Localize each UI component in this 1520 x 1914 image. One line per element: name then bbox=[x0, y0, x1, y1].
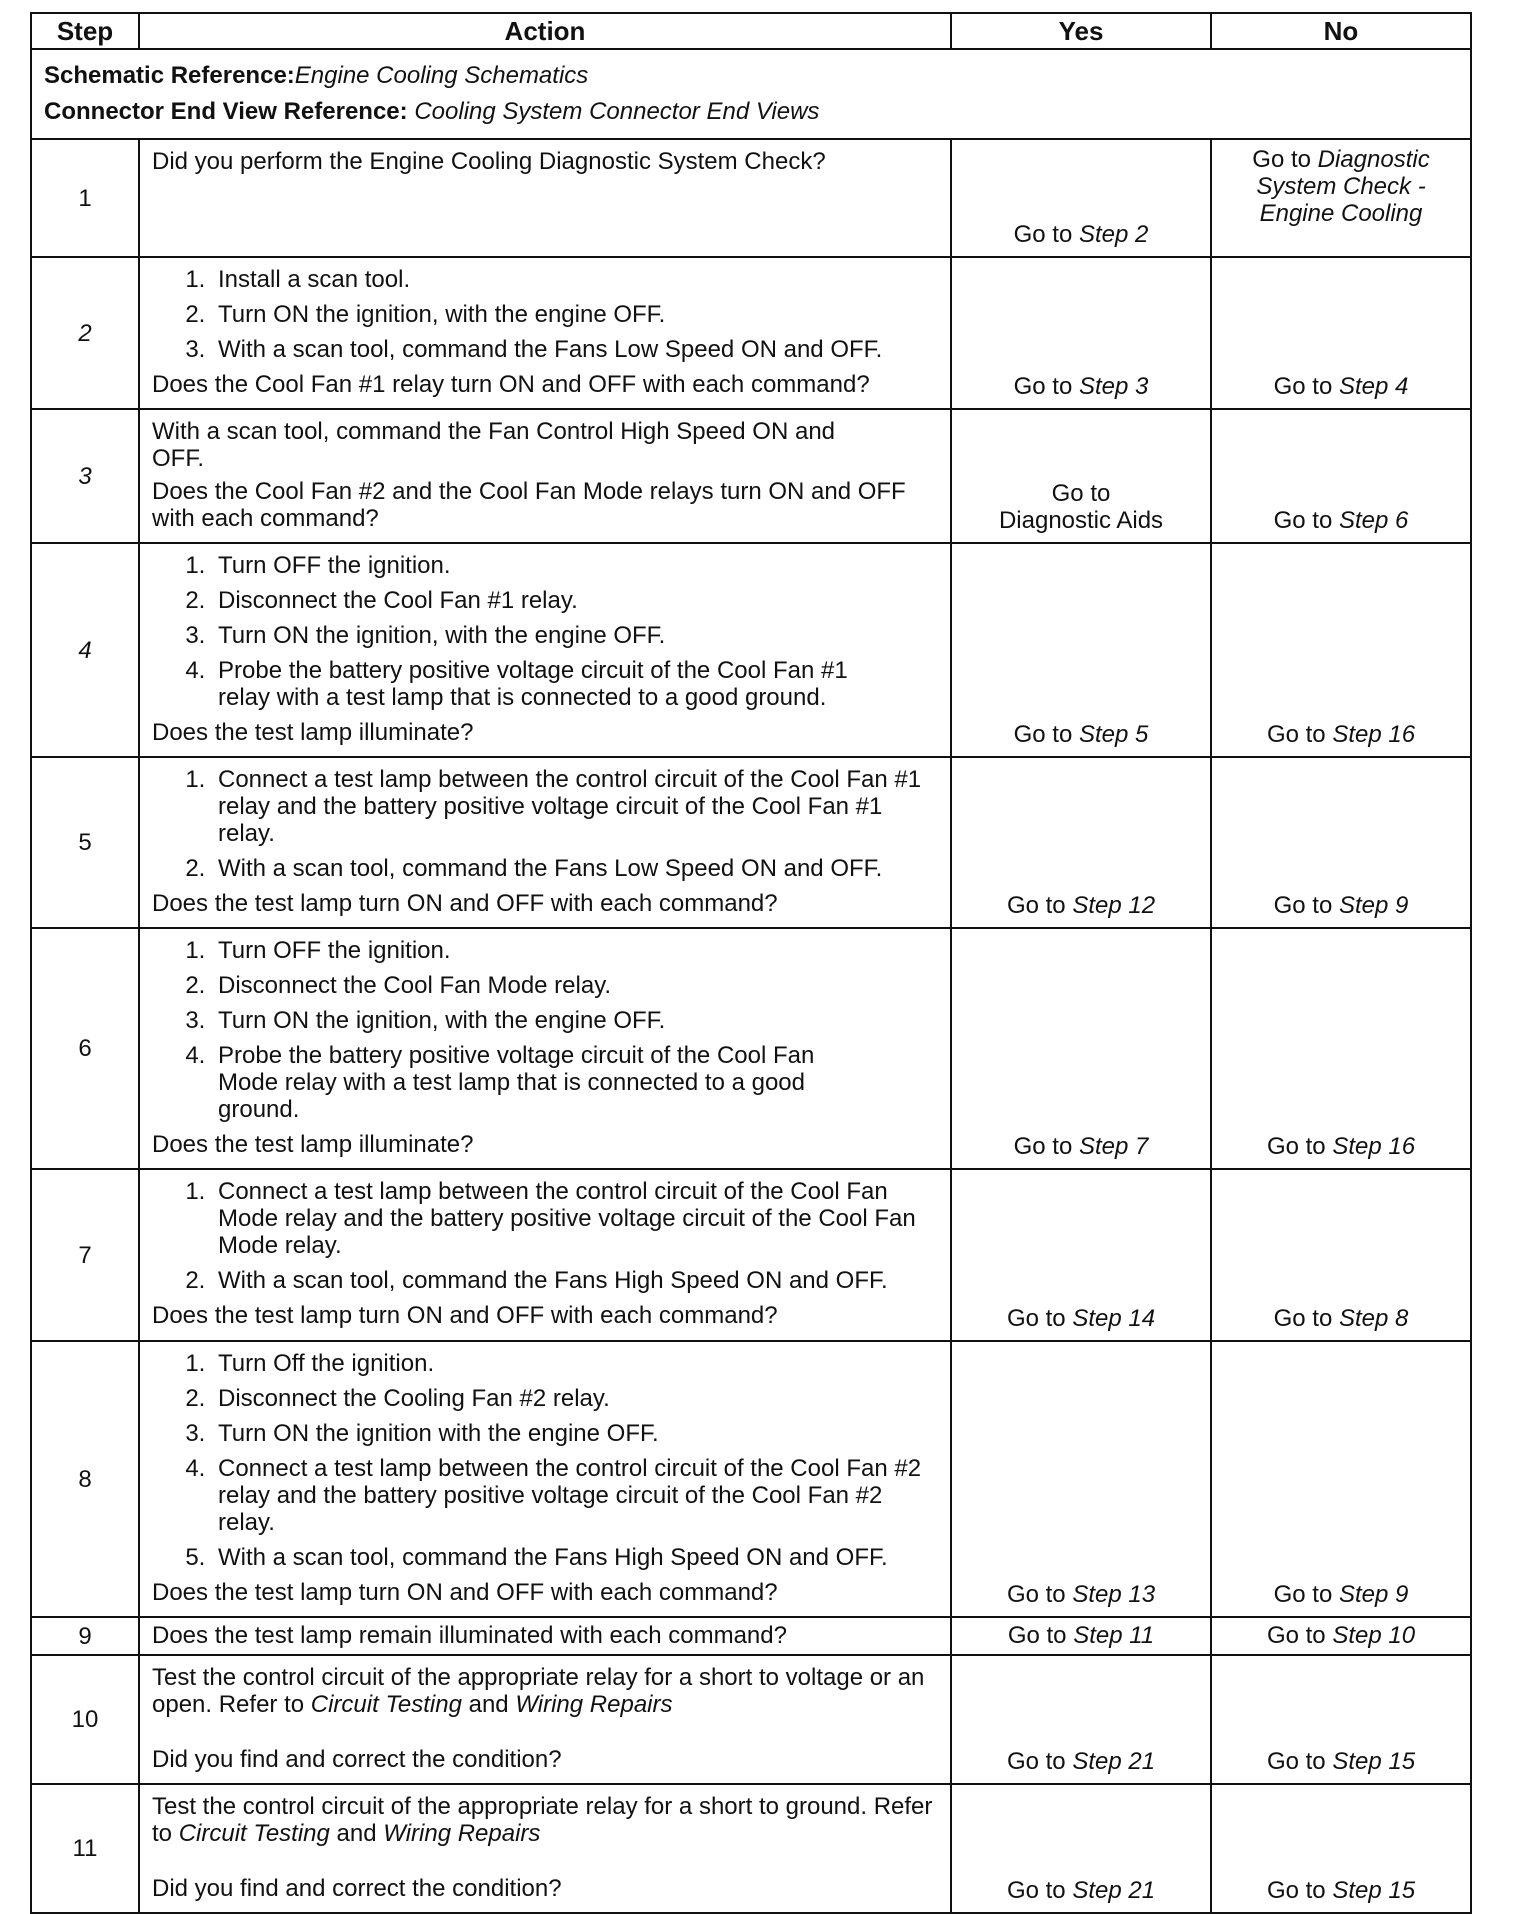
step-row bbox=[31, 757, 1471, 928]
go-to-text: Go to bbox=[1013, 721, 1073, 748]
action-item: 4. Probe the battery positive voltage circuit of the Cool Fan Mode relay with a test lamp that is connected to a good ground. bbox=[212, 1042, 940, 1123]
action-item: 1. Turn OFF the ignition. bbox=[212, 937, 940, 964]
action-item: 1. Connect a test lamp between the control circuit of the Cool Fan Mode relay and the battery positive voltage circuit of the Cool Fan Mode relay. bbox=[212, 1178, 940, 1259]
step-number: 5 bbox=[31, 757, 139, 928]
yes-answer bbox=[952, 1133, 1210, 1160]
action-cell bbox=[139, 1341, 951, 1617]
no-cell bbox=[1211, 1169, 1471, 1341]
step-row bbox=[31, 1655, 1471, 1784]
go-to-text: Go to bbox=[1273, 1581, 1333, 1608]
yes-step: Step 2 bbox=[1078, 221, 1149, 248]
schematic-value: Engine Cooling Schematics bbox=[294, 62, 589, 89]
step-number: 8 bbox=[31, 1341, 139, 1617]
yes-cell bbox=[951, 757, 1211, 928]
action-text: Did you perform the Engine Cooling Diagnostic System Check? bbox=[139, 139, 951, 257]
yes-cell bbox=[951, 928, 1211, 1169]
no-cell bbox=[1211, 1617, 1471, 1655]
header-step: Step bbox=[31, 13, 139, 49]
go-to-text: Go to bbox=[1013, 373, 1073, 400]
go-to-text: Go to bbox=[1273, 507, 1333, 534]
connector-label: Connector End View Reference: bbox=[44, 98, 408, 125]
ref-circuit-testing: Circuit Testing bbox=[310, 1691, 462, 1718]
action-question: Does the test lamp illuminate? bbox=[152, 719, 474, 746]
no-cell bbox=[1211, 757, 1471, 928]
no-cell bbox=[1211, 139, 1471, 257]
action-cell bbox=[139, 409, 951, 543]
no-step: Step 4 bbox=[1338, 373, 1409, 400]
header-yes: Yes bbox=[951, 13, 1211, 49]
yes-step: Step 13 bbox=[1072, 1581, 1156, 1608]
no-step: Step 15 bbox=[1332, 1877, 1416, 1904]
step-row bbox=[31, 1617, 1471, 1655]
step-row bbox=[31, 1341, 1471, 1617]
action-text bbox=[152, 1793, 940, 1847]
header-no: No bbox=[1211, 13, 1471, 49]
action-item: 3. Turn ON the ignition with the engine OFF. bbox=[212, 1420, 940, 1447]
yes-answer bbox=[952, 1877, 1210, 1904]
action-text-body: Test the control circuit of the appropriate relay for a short to ground. Refer to bbox=[152, 1793, 933, 1847]
no-step: Step 10 bbox=[1332, 1622, 1416, 1649]
action-cell bbox=[139, 757, 951, 928]
step-row bbox=[31, 1169, 1471, 1341]
no-step: Step 15 bbox=[1332, 1748, 1416, 1775]
yes-cell bbox=[951, 1784, 1211, 1913]
go-to-text: Go to bbox=[1006, 1305, 1066, 1332]
yes-target: Diagnostic Aids bbox=[998, 507, 1164, 534]
yes-answer bbox=[952, 892, 1210, 919]
yes-step: Step 11 bbox=[1073, 1622, 1155, 1649]
yes-step: Step 21 bbox=[1072, 1877, 1156, 1904]
action-item: 4. Probe the battery positive voltage circuit of the Cool Fan #1 relay with a test lamp that is connected to a good ground. bbox=[212, 657, 940, 711]
no-answer bbox=[1212, 1622, 1470, 1649]
go-to-text: Go to bbox=[1273, 892, 1333, 919]
step-row bbox=[31, 543, 1471, 757]
yes-answer bbox=[952, 721, 1210, 748]
yes-cell bbox=[951, 543, 1211, 757]
action-list bbox=[152, 937, 940, 1123]
yes-step: Step 5 bbox=[1078, 721, 1149, 748]
go-to-text: Go to bbox=[1007, 1622, 1067, 1649]
action-item: 3. Turn ON the ignition, with the engine OFF. bbox=[212, 1007, 940, 1034]
go-to-text: Go to bbox=[1051, 480, 1111, 507]
step-number: 11 bbox=[31, 1784, 139, 1913]
step-number: 2 bbox=[31, 257, 139, 409]
action-cell bbox=[139, 1169, 951, 1341]
no-cell bbox=[1211, 1655, 1471, 1784]
step-number: 9 bbox=[31, 1617, 139, 1655]
step-row bbox=[31, 139, 1471, 257]
yes-answer bbox=[952, 373, 1210, 400]
no-step: Step 6 bbox=[1338, 507, 1409, 534]
step-row bbox=[31, 1784, 1471, 1913]
action-item: 5. With a scan tool, command the Fans High Speed ON and OFF. bbox=[212, 1544, 940, 1571]
action-item: 2. Turn ON the ignition, with the engine OFF. bbox=[212, 301, 940, 328]
action-item: 2. With a scan tool, command the Fans High Speed ON and OFF. bbox=[212, 1267, 940, 1294]
go-to-text: Go to bbox=[1273, 373, 1333, 400]
action-item: 3. With a scan tool, command the Fans Low Speed ON and OFF. bbox=[212, 336, 940, 363]
action-item: 3. Turn ON the ignition, with the engine OFF. bbox=[212, 622, 940, 649]
diagnostic-table bbox=[30, 12, 1472, 1914]
action-item: 1. Turn OFF the ignition. bbox=[212, 552, 940, 579]
action-list bbox=[152, 552, 940, 711]
go-to-text: Go to bbox=[1006, 1748, 1066, 1775]
action-list bbox=[152, 1350, 940, 1571]
yes-answer bbox=[952, 1581, 1210, 1608]
action-text: With a scan tool, command the Fan Control High Speed ON and OFF. bbox=[152, 418, 836, 472]
step-number: 6 bbox=[31, 928, 139, 1169]
no-cell bbox=[1211, 928, 1471, 1169]
no-answer bbox=[1212, 1305, 1470, 1332]
step-number: 7 bbox=[31, 1169, 139, 1341]
step-number: 10 bbox=[31, 1655, 139, 1784]
step-number: 4 bbox=[31, 543, 139, 757]
yes-cell bbox=[951, 1169, 1211, 1341]
action-question: Does the Cool Fan #2 and the Cool Fan Mode relays turn ON and OFF with each command? bbox=[152, 478, 906, 532]
no-step: Step 16 bbox=[1332, 721, 1416, 748]
yes-cell bbox=[951, 409, 1211, 543]
yes-answer bbox=[952, 221, 1210, 248]
action-item: 2. Disconnect the Cooling Fan #2 relay. bbox=[212, 1385, 940, 1412]
action-question: Does the test lamp turn ON and OFF with each command? bbox=[152, 1579, 778, 1606]
action-cell bbox=[139, 543, 951, 757]
no-answer bbox=[1212, 140, 1470, 233]
go-to-text: Go to bbox=[1006, 1581, 1066, 1608]
action-item: 1. Connect a test lamp between the control circuit of the Cool Fan #1 relay and the battery positive voltage circuit of the Cool Fan #1 relay. bbox=[212, 766, 940, 847]
go-to-text: Go to bbox=[1006, 892, 1066, 919]
no-answer bbox=[1212, 1877, 1470, 1904]
step-row bbox=[31, 257, 1471, 409]
no-step: Step 16 bbox=[1332, 1133, 1416, 1160]
go-to-text: Go to bbox=[1006, 1877, 1066, 1904]
yes-step: Step 7 bbox=[1078, 1133, 1149, 1160]
action-item: 4. Connect a test lamp between the control circuit of the Cool Fan #2 relay and the battery positive voltage circuit of the Cool Fan #2 relay. bbox=[212, 1455, 940, 1536]
step-row bbox=[31, 928, 1471, 1169]
action-item: 2. With a scan tool, command the Fans Low Speed ON and OFF. bbox=[212, 855, 940, 882]
yes-answer bbox=[952, 480, 1210, 534]
action-text-body: Test the control circuit of the appropriate relay for a short to voltage or an open. Refer to bbox=[152, 1664, 925, 1718]
no-step: Step 8 bbox=[1338, 1305, 1409, 1332]
action-question: Did you find and correct the condition? bbox=[152, 1875, 562, 1902]
yes-cell bbox=[951, 1341, 1211, 1617]
no-step: Step 9 bbox=[1338, 1581, 1409, 1608]
yes-cell bbox=[951, 1617, 1211, 1655]
go-to-text: Go to bbox=[1013, 1133, 1073, 1160]
action-question: Does the test lamp turn ON and OFF with each command? bbox=[152, 890, 778, 917]
action-question: Does the test lamp illuminate? bbox=[152, 1131, 474, 1158]
action-question: Does the test lamp turn ON and OFF with each command? bbox=[152, 1302, 778, 1329]
action-item: 2. Disconnect the Cool Fan #1 relay. bbox=[212, 587, 940, 614]
go-to-text: Go to bbox=[1273, 1305, 1333, 1332]
yes-answer bbox=[952, 1748, 1210, 1775]
no-cell bbox=[1211, 1784, 1471, 1913]
no-cell bbox=[1211, 409, 1471, 543]
header-action: Action bbox=[139, 13, 951, 49]
no-answer bbox=[1212, 892, 1470, 919]
ref-wiring-repairs: Wiring Repairs bbox=[383, 1820, 541, 1847]
go-to-text: Go to bbox=[1266, 721, 1326, 748]
ref-circuit-testing: Circuit Testing bbox=[178, 1820, 330, 1847]
action-list bbox=[152, 1178, 940, 1294]
schematic-label: Schematic Reference: bbox=[44, 62, 295, 89]
action-item: 2. Disconnect the Cool Fan Mode relay. bbox=[212, 972, 940, 999]
no-answer bbox=[1212, 1581, 1470, 1608]
yes-cell bbox=[951, 1655, 1211, 1784]
yes-cell bbox=[951, 257, 1211, 409]
step-number: 1 bbox=[31, 139, 139, 257]
go-to-text: Go to bbox=[1013, 221, 1073, 248]
yes-step: Step 3 bbox=[1078, 373, 1149, 400]
action-question: Does the Cool Fan #1 relay turn ON and OFF with each command? bbox=[152, 371, 870, 398]
reference-row bbox=[31, 49, 1471, 139]
action-text bbox=[152, 1664, 940, 1718]
action-cell bbox=[139, 257, 951, 409]
no-step: Step 9 bbox=[1338, 892, 1409, 919]
no-target: Diagnostic System Check - Engine Cooling bbox=[1256, 146, 1430, 227]
no-cell bbox=[1211, 1341, 1471, 1617]
yes-answer bbox=[952, 1305, 1210, 1332]
action-cell bbox=[139, 1655, 951, 1784]
action-item: 1. Install a scan tool. bbox=[212, 266, 940, 293]
go-to-text: Go to bbox=[1266, 1133, 1326, 1160]
yes-step: Step 14 bbox=[1072, 1305, 1156, 1332]
action-cell bbox=[139, 1784, 951, 1913]
step-row bbox=[31, 409, 1471, 543]
action-cell bbox=[139, 928, 951, 1169]
no-cell bbox=[1211, 543, 1471, 757]
header-row bbox=[31, 13, 1471, 49]
yes-step: Step 12 bbox=[1072, 892, 1156, 919]
ref-wiring-repairs: Wiring Repairs bbox=[515, 1691, 673, 1718]
action-question: Does the test lamp remain illuminated with each command? bbox=[139, 1617, 951, 1655]
go-to-text: Go to bbox=[1252, 146, 1311, 173]
action-item: 1. Turn Off the ignition. bbox=[212, 1350, 940, 1377]
no-answer bbox=[1212, 1748, 1470, 1775]
yes-cell bbox=[951, 139, 1211, 257]
no-cell bbox=[1211, 257, 1471, 409]
step-number: 3 bbox=[31, 409, 139, 543]
and-text: and bbox=[329, 1820, 384, 1847]
references bbox=[31, 49, 1471, 139]
no-answer bbox=[1212, 507, 1470, 534]
go-to-text: Go to bbox=[1266, 1622, 1326, 1649]
no-answer bbox=[1212, 373, 1470, 400]
no-answer bbox=[1212, 1133, 1470, 1160]
no-answer bbox=[1212, 721, 1470, 748]
yes-answer bbox=[952, 1622, 1210, 1649]
yes-step: Step 21 bbox=[1072, 1748, 1156, 1775]
action-list bbox=[152, 266, 940, 363]
connector-value: Cooling System Connector End Views bbox=[414, 98, 820, 125]
go-to-text: Go to bbox=[1266, 1877, 1326, 1904]
action-list bbox=[152, 766, 940, 882]
action-question: Did you find and correct the condition? bbox=[152, 1746, 562, 1773]
and-text: and bbox=[461, 1691, 516, 1718]
go-to-text: Go to bbox=[1266, 1748, 1326, 1775]
